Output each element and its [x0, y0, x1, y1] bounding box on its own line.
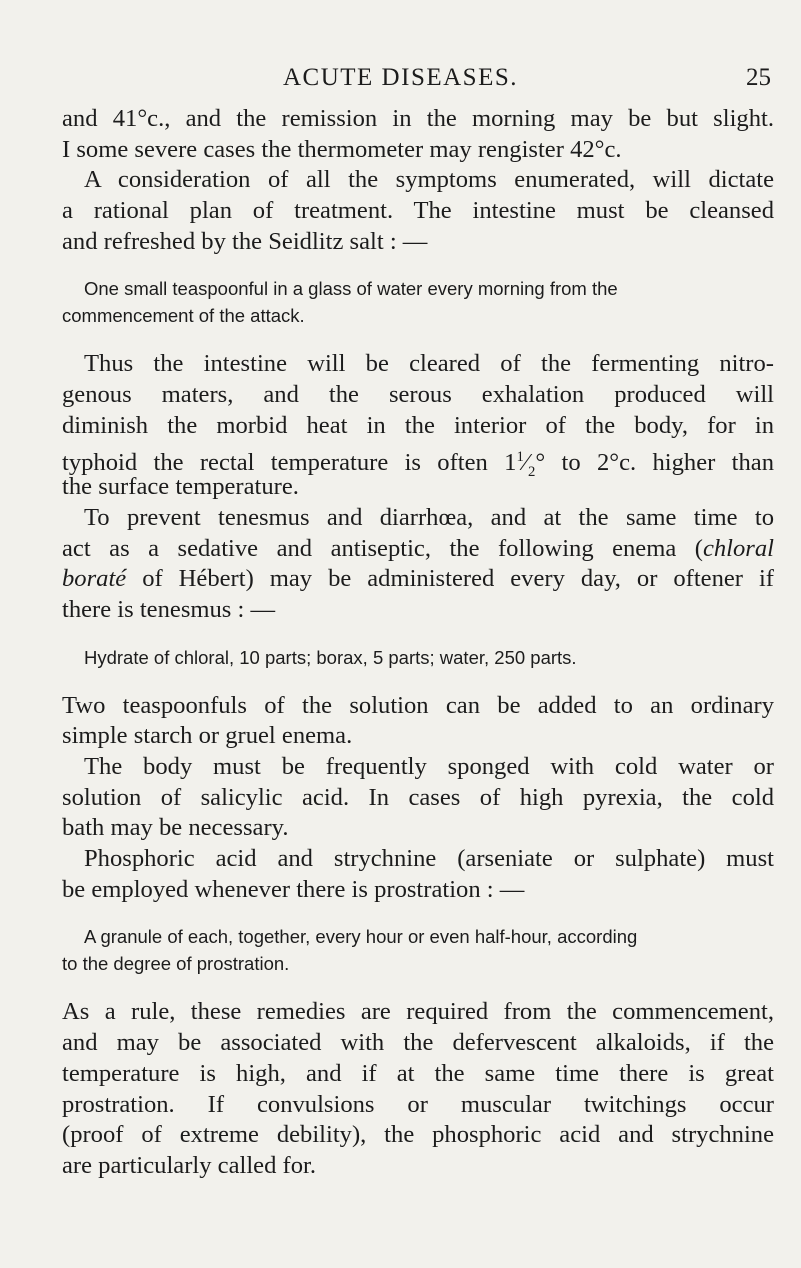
text-line: boraté of Hébert) may be administered every day, or oftener if	[62, 565, 774, 593]
text-line: I some severe cases the thermometer may rengister 42°c.	[62, 135, 622, 163]
text-line: genous maters, and the serous exhalation produced will	[62, 381, 774, 409]
text-line: One small teaspoonful in a glass of water every morning from the	[84, 278, 618, 300]
text-line: temperature is high, and if at the same time there is great	[62, 1059, 774, 1087]
text-line: solution of salicylic acid. In cases of high pyrexia, the cold	[62, 783, 774, 811]
text-line: typhoid the rectal temperature is often $1^1⁄_2^\circ$ to 2°c. higher than	[62, 448, 774, 480]
text-line: to the degree of prostration.	[62, 953, 290, 975]
paragraph-solution	[62, 691, 774, 752]
text-line: bath may be necessary.	[62, 814, 289, 842]
text-line: there is tenesmus : —	[62, 595, 276, 623]
text-line: diminish the morbid heat in the interior of the body, for in	[62, 411, 774, 439]
text-line: A consideration of all the symptoms enumerated, will dictate	[84, 166, 774, 194]
text-line: and refreshed by the Seidlitz salt : —	[62, 227, 428, 255]
paragraph-enema	[62, 503, 774, 626]
text-line: To prevent tenesmus and diarrhœa, and at the same time to	[84, 503, 774, 531]
text-line: Hydrate of chloral, 10 parts; borax, 5 parts; water, 250 parts.	[84, 646, 577, 668]
text-line: Thus the intestine will be cleared of the fermenting nitro-	[84, 350, 774, 378]
running-title: ACUTE DISEASES.	[282, 64, 518, 91]
text-line: and 41°c., and the remission in the morning may be but slight.	[62, 105, 774, 132]
text-line: Two teaspoonfuls of the solution can be added to an ordinary	[62, 691, 774, 719]
text-line: the surface temperature.	[62, 473, 299, 501]
page-number: 25	[746, 64, 771, 91]
body-text	[62, 104, 774, 1182]
paragraph-phosphoric-acid	[62, 844, 774, 905]
text-line: and may be associated with the defervescent alkaloids, if the	[62, 1029, 774, 1057]
paragraph-sponging	[62, 752, 774, 844]
text-line: are particularly called for.	[62, 1151, 316, 1179]
dosage-note-granule	[62, 923, 774, 977]
text-line: simple starch or gruel enema.	[62, 722, 353, 750]
paragraph-fever-temperature	[62, 104, 774, 165]
text-line: commencement of the attack.	[62, 305, 305, 327]
text-line: act as a sedative and antiseptic, the following enema (chloral	[62, 534, 774, 562]
formula-chloral	[62, 644, 774, 671]
paragraph-treatment-plan	[62, 165, 774, 257]
page-header	[0, 64, 801, 98]
text-line: be employed whenever there is prostration : —	[62, 875, 525, 903]
text-line: As a rule, these remedies are required from the commencement,	[62, 998, 774, 1026]
paragraph-rule	[62, 997, 774, 1181]
paragraph-intestine-cleansing	[62, 349, 774, 502]
text-line: (proof of extreme debility), the phosphoric acid and strychnine	[62, 1121, 774, 1149]
text-line: Phosphoric acid and strychnine (arseniate or sulphate) must	[84, 845, 774, 873]
dosage-note-seidlitz	[62, 275, 774, 329]
text-line: The body must be frequently sponged with cold water or	[84, 753, 774, 780]
text-line: prostration. If convulsions or muscular twitchings occur	[62, 1090, 774, 1118]
text-line: a rational plan of treatment. The intestine must be cleansed	[62, 197, 774, 225]
text-line: A granule of each, together, every hour or even half-hour, according	[84, 926, 638, 948]
